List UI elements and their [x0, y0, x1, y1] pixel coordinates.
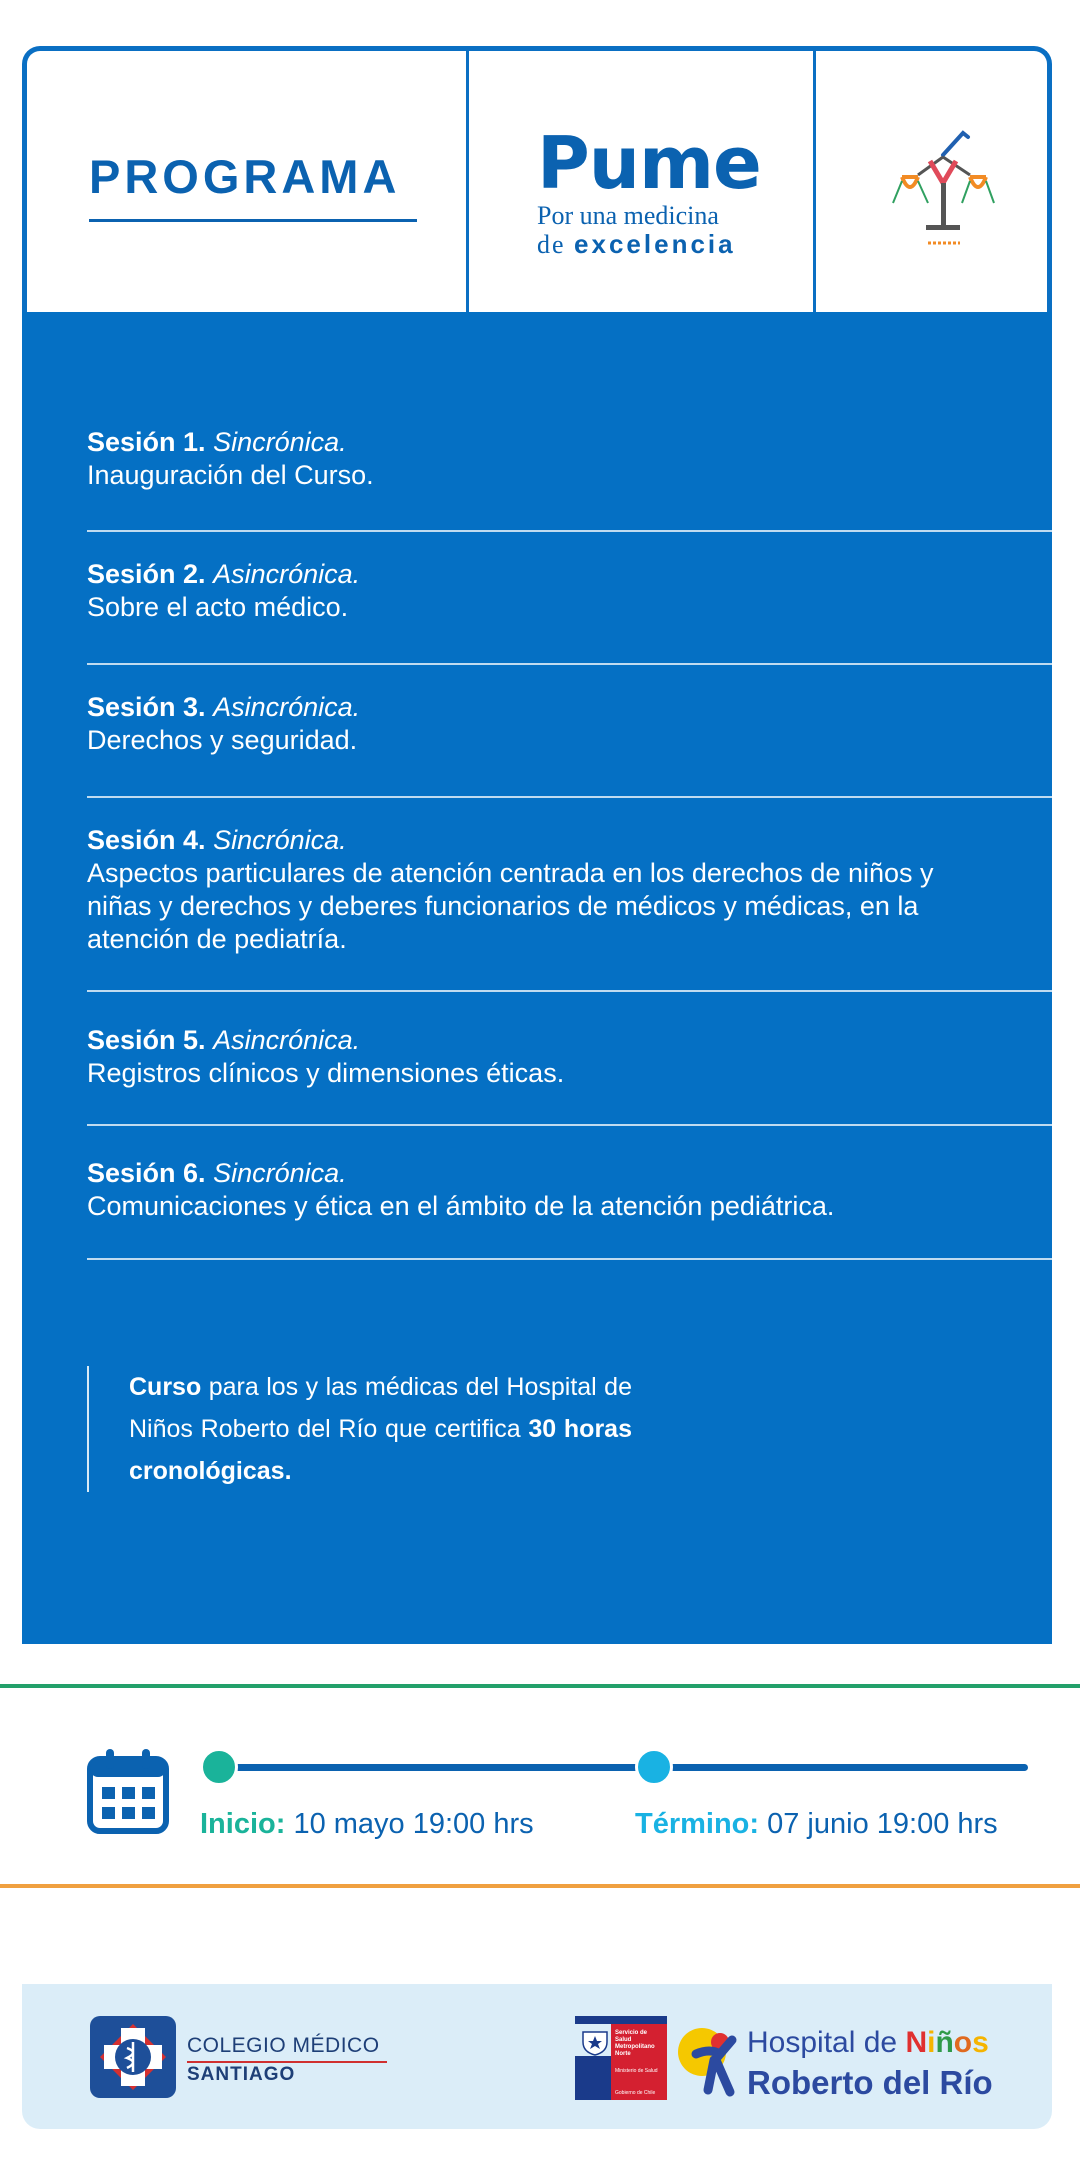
program-title: PROGRAMA [89, 150, 401, 203]
session-divider [87, 796, 1052, 798]
session-title: Comunicaciones y ética en el ámbito de la atención pediátrica. [87, 1191, 835, 1221]
program-label-cell [27, 51, 469, 312]
scales-check-icon [888, 125, 998, 255]
hospital-letter: i [927, 2026, 936, 2059]
course-note-lead: Curso [129, 1373, 202, 1401]
session-title: Sobre el acto médico. [87, 592, 349, 622]
timeline-end-dot [635, 1748, 673, 1786]
gov-ministry: Ministerio de Salud [615, 2068, 658, 2074]
end-value: 07 junio 19:00 hrs [759, 1808, 998, 1840]
session-5 [87, 1024, 1052, 1090]
session-6 [87, 1157, 1052, 1223]
course-note-text: para los y las médicas del Hospital de Niños Roberto del Río que certifica [129, 1373, 632, 1443]
gov-service-name: Servicio de Salud Metropolitano Norte [615, 2030, 655, 2057]
start-date [200, 1808, 534, 1841]
hospital-letter: N [905, 2026, 928, 2059]
session-number: Sesión 2. [87, 559, 206, 589]
timeline-start-dot [200, 1748, 238, 1786]
session-2 [87, 558, 1052, 624]
pume-tagline-line1: Por una medicina [537, 201, 719, 230]
hospital-letter: s [972, 2026, 989, 2059]
hospital-letter: ñ [935, 2026, 954, 2059]
pume-brand-cell [469, 51, 816, 312]
section-rule-orange [0, 1884, 1080, 1888]
section-rule-green [0, 1684, 1080, 1688]
program-title-underline [89, 219, 417, 222]
session-number: Sesión 6. [87, 1158, 206, 1188]
session-divider [87, 530, 1052, 532]
logo-cell [816, 51, 1047, 312]
session-4 [87, 824, 1052, 956]
session-number: Sesión 4. [87, 825, 206, 855]
program-panel [22, 312, 1052, 1644]
course-note-hours: 30 horas cronológicas. [129, 1415, 632, 1485]
hospital-letter: o [953, 2026, 973, 2059]
end-date [635, 1808, 998, 1841]
colegio-medico-underline [187, 2061, 387, 2063]
session-kind: Asincrónica. [213, 692, 361, 722]
session-kind: Sincrónica. [213, 427, 347, 457]
hospital-ninos-logo-icon [672, 2020, 752, 2100]
gov-bottom-label: Gobierno de Chile [615, 2090, 656, 2096]
session-divider [87, 990, 1052, 992]
session-number: Sesión 5. [87, 1025, 206, 1055]
session-title: Aspectos particulares de atención centrada en los derechos de niños y niñas y derechos y deberes funcionarios de médicos y médicas, en la atención de pediatría. [87, 858, 934, 954]
start-label: Inicio: [200, 1808, 286, 1840]
shield-icon [581, 2028, 609, 2056]
timeline-track [218, 1764, 1028, 1771]
course-note [87, 1366, 632, 1492]
session-3 [87, 691, 1052, 757]
gov-chile-logo-icon [575, 2016, 667, 2100]
session-number: Sesión 3. [87, 692, 206, 722]
hospital-name-line2: Roberto del Río [747, 2064, 993, 2101]
session-title: Derechos y seguridad. [87, 725, 358, 755]
session-divider [87, 1258, 1052, 1260]
sponsor-footer [22, 1984, 1052, 2129]
calendar-icon [86, 1747, 170, 1835]
colegio-medico-name: COLEGIO MÉDICO [187, 2034, 380, 2057]
pume-tagline-bold: excelencia [574, 229, 736, 259]
session-kind: Asincrónica. [213, 559, 361, 589]
start-value: 10 mayo 19:00 hrs [285, 1808, 534, 1840]
session-kind: Asincrónica. [213, 1025, 361, 1055]
pume-title: Pume [537, 121, 761, 205]
colegio-medico-city: SANTIAGO [187, 2064, 296, 2085]
session-number: Sesión 1. [87, 427, 206, 457]
colegio-medico-logo-icon [88, 2014, 178, 2100]
session-title: Inauguración del Curso. [87, 460, 374, 490]
end-label: Término: [635, 1808, 760, 1840]
hospital-name-line1 [747, 2026, 989, 2060]
pume-tagline-line2 [537, 229, 736, 260]
session-kind: Sincrónica. [213, 825, 347, 855]
pume-tagline-prefix: de [537, 230, 566, 259]
session-divider [87, 1124, 1052, 1126]
session-title: Registros clínicos y dimensiones éticas. [87, 1058, 565, 1088]
program-header [22, 46, 1052, 312]
session-divider [87, 663, 1052, 665]
session-kind: Sincrónica. [213, 1158, 347, 1188]
session-1 [87, 426, 1052, 492]
hospital-name-prefix: Hospital de [747, 2026, 906, 2059]
